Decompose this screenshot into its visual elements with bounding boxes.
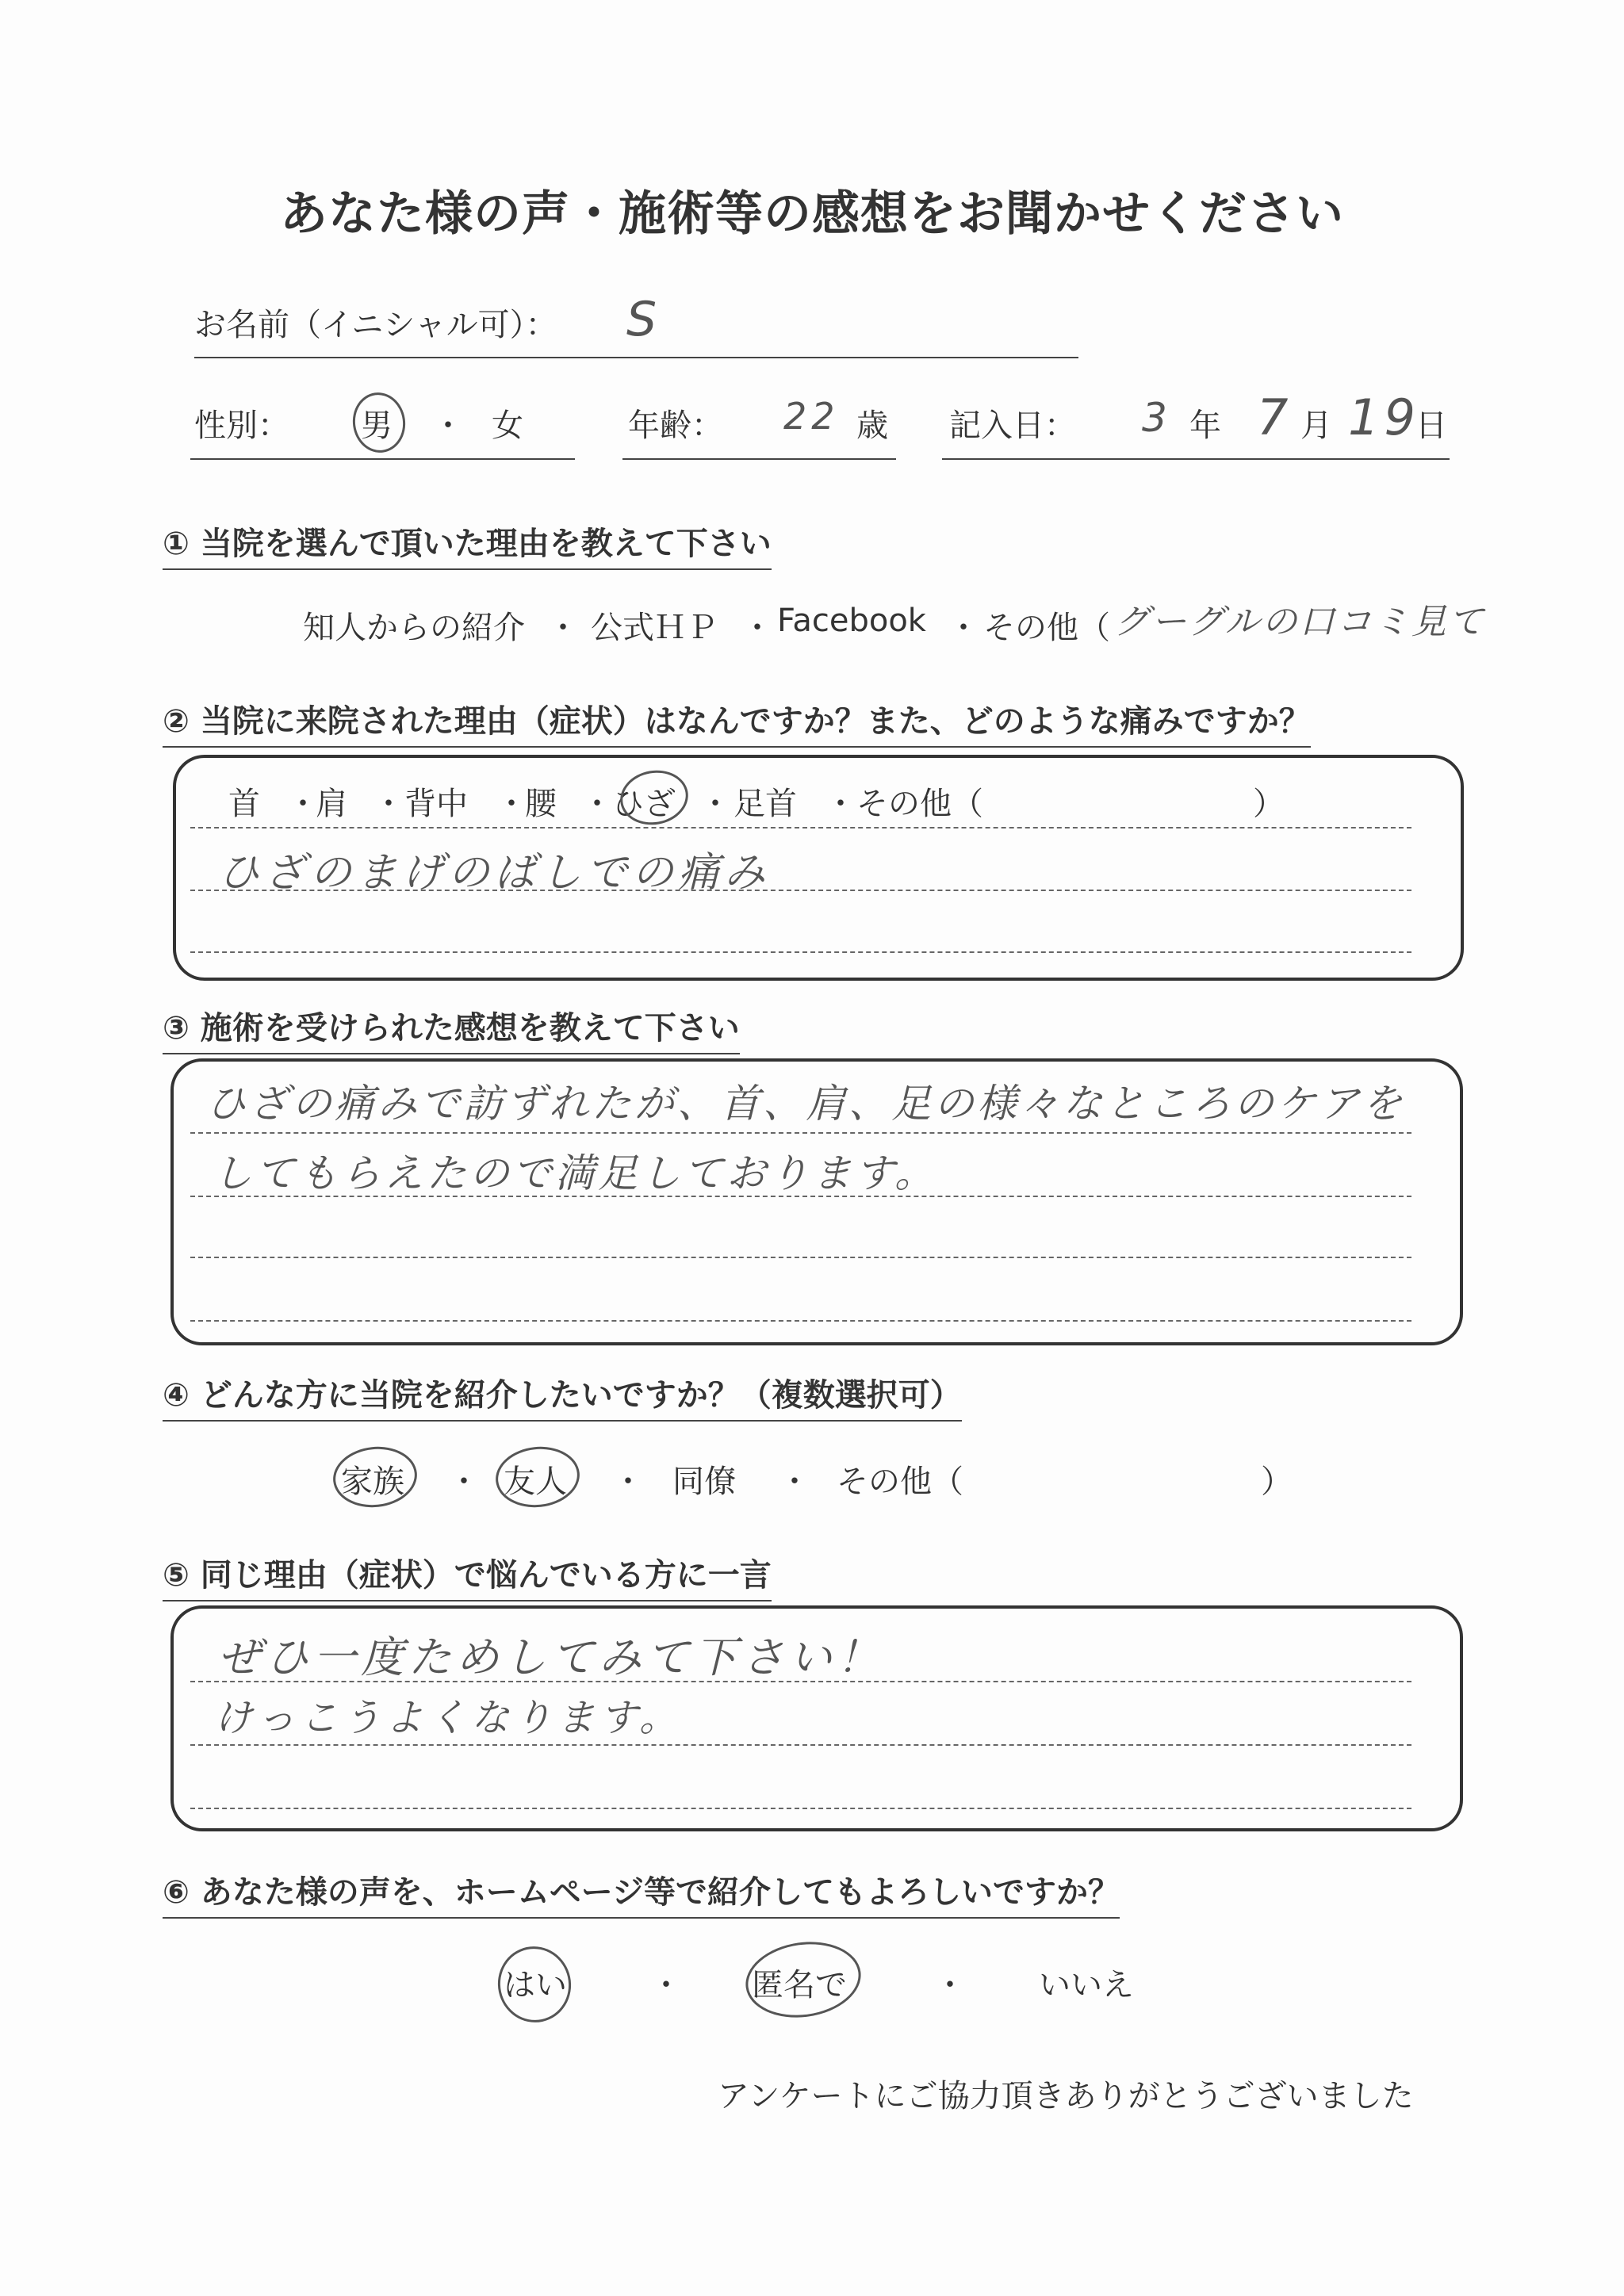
q2-separator: ・ [825, 786, 856, 822]
name-underline [194, 357, 1078, 358]
q4-title: ④ どんな方に当院を紹介したいですか？（複数選択可） [163, 1370, 962, 1422]
q6-anonymous-circle [741, 1934, 866, 2024]
q4-separator: ・ [779, 1464, 810, 1500]
q5-line [190, 1744, 1411, 1746]
q5-title: ⑤ 同じ理由（症状）で悩んでいる方に一言 [163, 1550, 772, 1601]
q3-answer-line-2[interactable]: してもらえたので満足しております。 [213, 1150, 937, 1196]
q6-separator: ・ [650, 1967, 682, 2003]
gender-label: 性別： [194, 408, 289, 444]
gender-male[interactable]: 男 [361, 408, 393, 444]
q4-separator: ・ [612, 1464, 644, 1500]
date-month[interactable]: 7 [1257, 388, 1293, 446]
q4-option-coworker[interactable]: 同僚 [672, 1464, 736, 1500]
date-month-unit: 月 [1300, 408, 1332, 444]
q2-separator: ・ [699, 786, 731, 822]
q6-title: ⑥ あなた様の声を、ホームページ等で紹介してもよろしいですか？ [163, 1867, 1120, 1919]
q2-line [190, 827, 1411, 828]
q5-line [190, 1681, 1411, 1682]
age-value[interactable]: 22 [783, 395, 840, 438]
q1-separator: ・ [547, 610, 579, 646]
q3-answer-line-1[interactable]: ひざの痛みで訪ずれたが、首、肩、足の様々なところのケアを [206, 1081, 1405, 1127]
q1-option-other[interactable]: その他（ [983, 610, 1110, 646]
q2-line [190, 951, 1411, 953]
date-year-unit: 年 [1189, 408, 1221, 444]
q5-line [190, 1808, 1411, 1809]
gender-female[interactable]: 女 [492, 408, 523, 444]
q6-option-no[interactable]: いいえ [1039, 1967, 1134, 2003]
q6-yes-circle [491, 1939, 578, 2029]
date-day[interactable]: 19 [1348, 388, 1420, 446]
q2-separator: ・ [581, 786, 613, 822]
q1-option-website[interactable]: 公式ＨＰ [591, 610, 718, 646]
date-year[interactable]: 3 [1142, 395, 1172, 441]
page-title: あなた様の声・施術等の感想をお聞かせください [280, 186, 1344, 242]
q1-separator: ・ [948, 610, 979, 646]
q4-option-friend[interactable]: 友人 [504, 1464, 567, 1500]
q6-option-yes[interactable]: はい [504, 1967, 567, 2003]
date-label: 記入日： [949, 408, 1076, 444]
age-underline [622, 458, 896, 460]
q3-line [190, 1257, 1411, 1258]
q6-option-anonymous[interactable]: 匿名で [752, 1967, 847, 2003]
q1-option-referral[interactable]: 知人からの紹介 [303, 610, 525, 646]
q2-title: ② 当院に来院された理由（症状）はなんですか？また、どのような痛みですか？ [163, 696, 1311, 748]
q6-separator: ・ [934, 1967, 966, 2003]
q3-line [190, 1132, 1411, 1134]
q4-option-other[interactable]: その他（ [837, 1464, 963, 1500]
q4-separator: ・ [448, 1464, 480, 1500]
age-unit: 歳 [856, 408, 888, 444]
q1-title: ① 当院を選んで頂いた理由を教えて下さい [163, 519, 772, 570]
q2-option-knee[interactable]: ひざ [612, 786, 676, 822]
name-value[interactable]: S [626, 292, 662, 347]
q5-answer-line-2[interactable]: けっこうよくなります。 [214, 1696, 683, 1740]
date-day-unit: 日 [1415, 408, 1447, 444]
q4-close-paren: ） [1261, 1464, 1293, 1500]
q2-option-other[interactable]: その他（ [856, 786, 983, 822]
gender-underline [190, 458, 575, 460]
q1-other-answer[interactable]: グーグルの口コミ見て [1114, 602, 1486, 642]
q2-option-back[interactable]: 背中 [404, 786, 468, 822]
q1-separator: ・ [741, 610, 773, 646]
q3-line [190, 1196, 1411, 1197]
q3-title: ③ 施術を受けられた感想を教えて下さい [163, 1003, 740, 1054]
q4-option-family[interactable]: 家族 [341, 1464, 404, 1500]
q2-close-paren: ） [1253, 786, 1285, 822]
q3-line [190, 1320, 1411, 1322]
q1-option-facebook[interactable]: Facebook [777, 603, 926, 639]
name-label: お名前（イニシャル可）： [194, 307, 557, 343]
q2-line [190, 890, 1411, 891]
q2-separator: ・ [496, 786, 527, 822]
q2-separator: ・ [287, 786, 319, 822]
gender-separator: ・ [432, 408, 464, 444]
q2-answer[interactable]: ひざのまげのばしでの痛み [218, 849, 771, 897]
gender-male-circle [349, 389, 409, 456]
date-underline [942, 458, 1450, 460]
q2-option-lower-back[interactable]: 腰 [525, 786, 557, 822]
q5-answer-line-1[interactable]: ぜひ一度ためしてみて下さい！ [218, 1632, 884, 1682]
footer-thanks: アンケートにご協力頂きありがとうございました [718, 2078, 1414, 2114]
q2-option-shoulder[interactable]: 肩 [316, 786, 347, 822]
q2-option-ankle[interactable]: 足首 [733, 786, 797, 822]
age-label: 年齢： [628, 408, 723, 444]
q2-separator: ・ [373, 786, 404, 822]
q2-option-neck[interactable]: 首 [228, 786, 260, 822]
